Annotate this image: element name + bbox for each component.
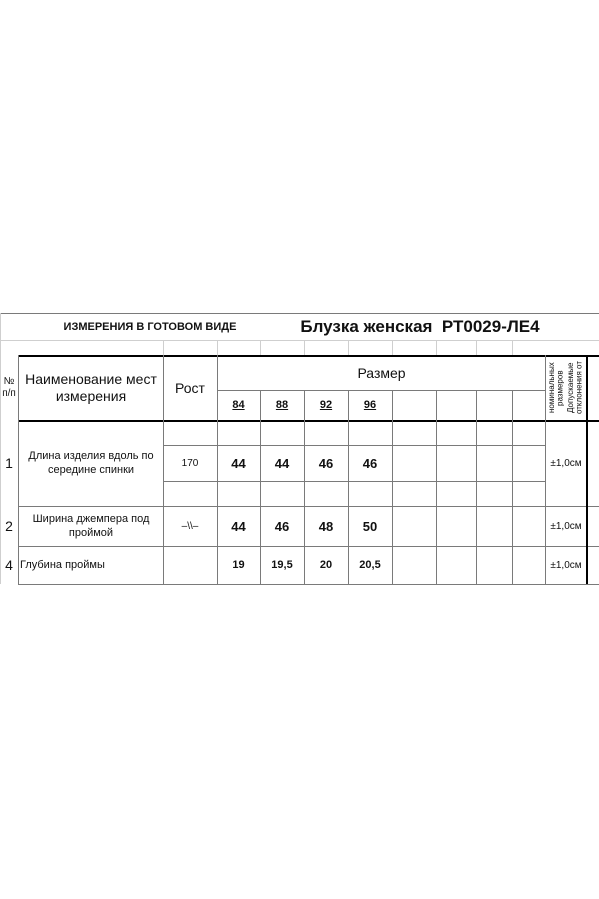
size-label: 92 xyxy=(319,399,333,412)
row-value: 20,5 xyxy=(359,558,381,571)
grid-line xyxy=(0,340,599,341)
row-tolerance: ±1,0см xyxy=(550,520,582,532)
header-deviation xyxy=(546,357,586,419)
row-value: 46 xyxy=(362,455,378,471)
header-num: № п/п xyxy=(2,376,16,399)
deviation-label: номинальных размеров xyxy=(547,362,565,414)
row-num: 1 xyxy=(5,455,13,472)
row-height xyxy=(163,547,217,584)
row-name: Глубина проймы xyxy=(20,558,105,571)
header-name: Наименование мест измерения xyxy=(25,371,157,404)
row-value: 46 xyxy=(274,518,290,534)
row-value: 46 xyxy=(318,455,334,471)
col-line xyxy=(586,355,588,584)
row-value: 48 xyxy=(318,518,334,534)
row1-lower-line xyxy=(163,481,545,482)
col-line xyxy=(392,390,393,584)
row-tolerance: ±1,0см xyxy=(550,559,582,571)
row-value: 50 xyxy=(362,518,378,534)
row-tolerance: ±1,0см xyxy=(550,457,582,469)
row-value: 19,5 xyxy=(271,558,293,571)
grid-line xyxy=(348,340,349,355)
size-row-line xyxy=(217,390,546,391)
header-height: Рост xyxy=(175,379,205,396)
row-value: 44 xyxy=(231,518,246,534)
row-value: 20 xyxy=(319,558,333,571)
grid-line xyxy=(260,340,261,355)
row-value: 44 xyxy=(274,455,290,471)
doc-right-title: Блузка женская РТ0029-ЛЕ4 xyxy=(300,316,540,336)
doc-left-title: ИЗМЕРЕНИЯ В ГОТОВОМ ВИДЕ xyxy=(63,321,237,334)
row-num: 2 xyxy=(5,518,13,535)
deviation-label: Допускаемые отклонения от xyxy=(566,361,584,415)
size-label: 96 xyxy=(363,399,377,412)
row-height: –\\– xyxy=(181,520,199,532)
col-line xyxy=(18,355,19,584)
grid-line xyxy=(304,340,305,355)
grid-line xyxy=(512,340,513,355)
grid-line xyxy=(476,340,477,355)
table-bottom-line xyxy=(18,584,599,585)
col-line xyxy=(476,390,477,584)
row-height: 170 xyxy=(181,457,199,469)
grid-line xyxy=(217,340,218,355)
col-line xyxy=(436,390,437,584)
grid-line xyxy=(436,340,437,355)
grid-line xyxy=(163,340,164,355)
row-name: Ширина джемпера под проймой xyxy=(32,513,150,539)
size-label: 84 xyxy=(232,399,245,412)
row-value: 19 xyxy=(232,558,245,571)
grid-line xyxy=(392,340,393,355)
size-label: 88 xyxy=(275,399,289,412)
col-line xyxy=(512,390,513,584)
row-name: Длина изделия вдоль по середине спинки xyxy=(28,450,154,476)
row-value: 44 xyxy=(231,455,246,471)
row-num: 4 xyxy=(5,557,13,574)
header-size: Размер xyxy=(357,364,406,381)
